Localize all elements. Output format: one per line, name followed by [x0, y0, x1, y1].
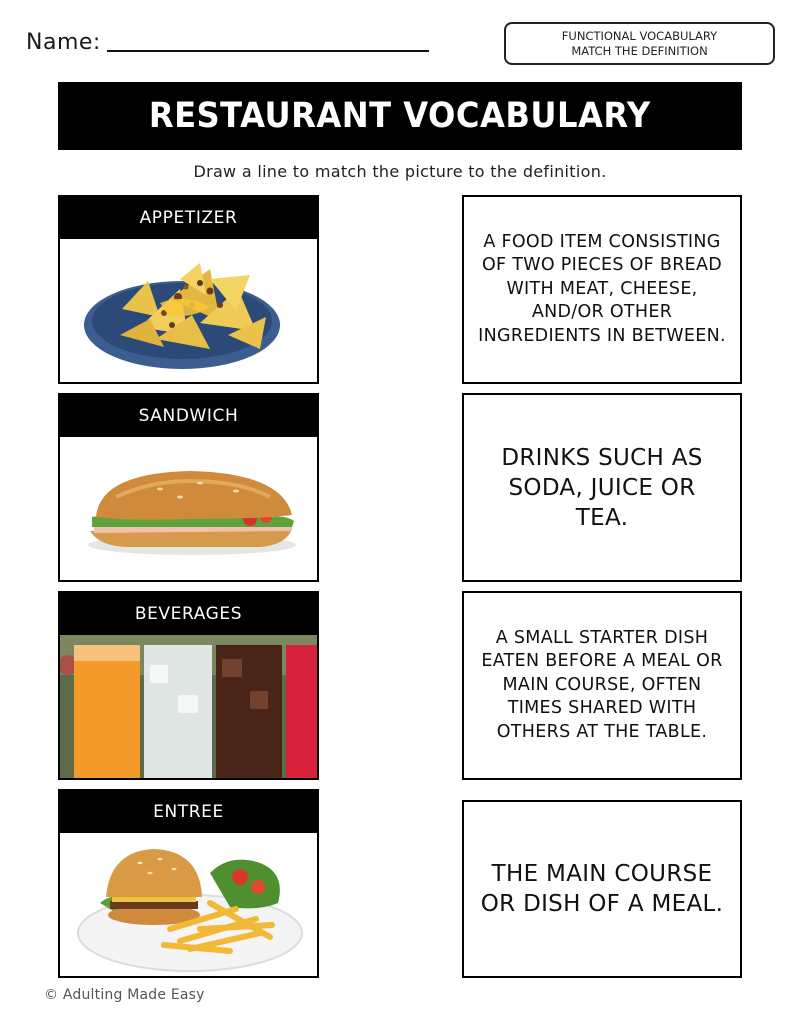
- picture-card-label: APPETIZER: [60, 197, 317, 239]
- definition-card-3[interactable]: [462, 591, 742, 780]
- entree-image: [60, 833, 317, 976]
- definition-text: A SMALL STARTER DISH EATEN BEFORE A MEAL OR MAIN COURSE, OFTEN TIMES SHARED WITH OTHERS AT THE TABLE.: [481, 627, 723, 742]
- picture-card-sandwich[interactable]: [58, 393, 319, 582]
- nachos-image: [60, 239, 317, 382]
- definition-text: DRINKS SUCH AS SODA, JUICE OR TEA.: [501, 444, 703, 531]
- definition-text: THE MAIN COURSE OR DISH OF A MEAL.: [480, 861, 724, 917]
- definition-card-2[interactable]: [462, 393, 742, 582]
- title-banner: [58, 82, 742, 150]
- name-field: [26, 30, 429, 55]
- page-title: RESTAURANT VOCABULARY: [149, 96, 651, 136]
- tag-line-2: MATCH THE DEFINITION: [571, 43, 708, 58]
- definition-text: A FOOD ITEM CONSISTING OF TWO PIECES OF BREAD WITH MEAT, CHEESE, AND/OR OTHER INGREDIENTS IN BETWEEN.: [478, 231, 726, 346]
- sandwich-image: [60, 437, 317, 580]
- picture-card-label: BEVERAGES: [60, 593, 317, 635]
- instructions: Draw a line to match the picture to the definition.: [193, 162, 607, 181]
- picture-card-appetizer[interactable]: [58, 195, 319, 384]
- name-write-line[interactable]: [107, 50, 429, 52]
- copyright-notice: © Adulting Made Easy: [44, 987, 205, 1003]
- picture-card-entree[interactable]: [58, 789, 319, 978]
- picture-card-label: ENTREE: [60, 791, 317, 833]
- definition-card-1[interactable]: [462, 195, 742, 384]
- worksheet-type-tag: [504, 22, 775, 65]
- beverages-image: [60, 635, 317, 778]
- name-label: Name:: [26, 30, 101, 55]
- picture-card-label: SANDWICH: [60, 395, 317, 437]
- picture-card-beverages[interactable]: [58, 591, 319, 780]
- definition-card-4[interactable]: [462, 800, 742, 978]
- tag-line-1: FUNCTIONAL VOCABULARY: [561, 28, 718, 43]
